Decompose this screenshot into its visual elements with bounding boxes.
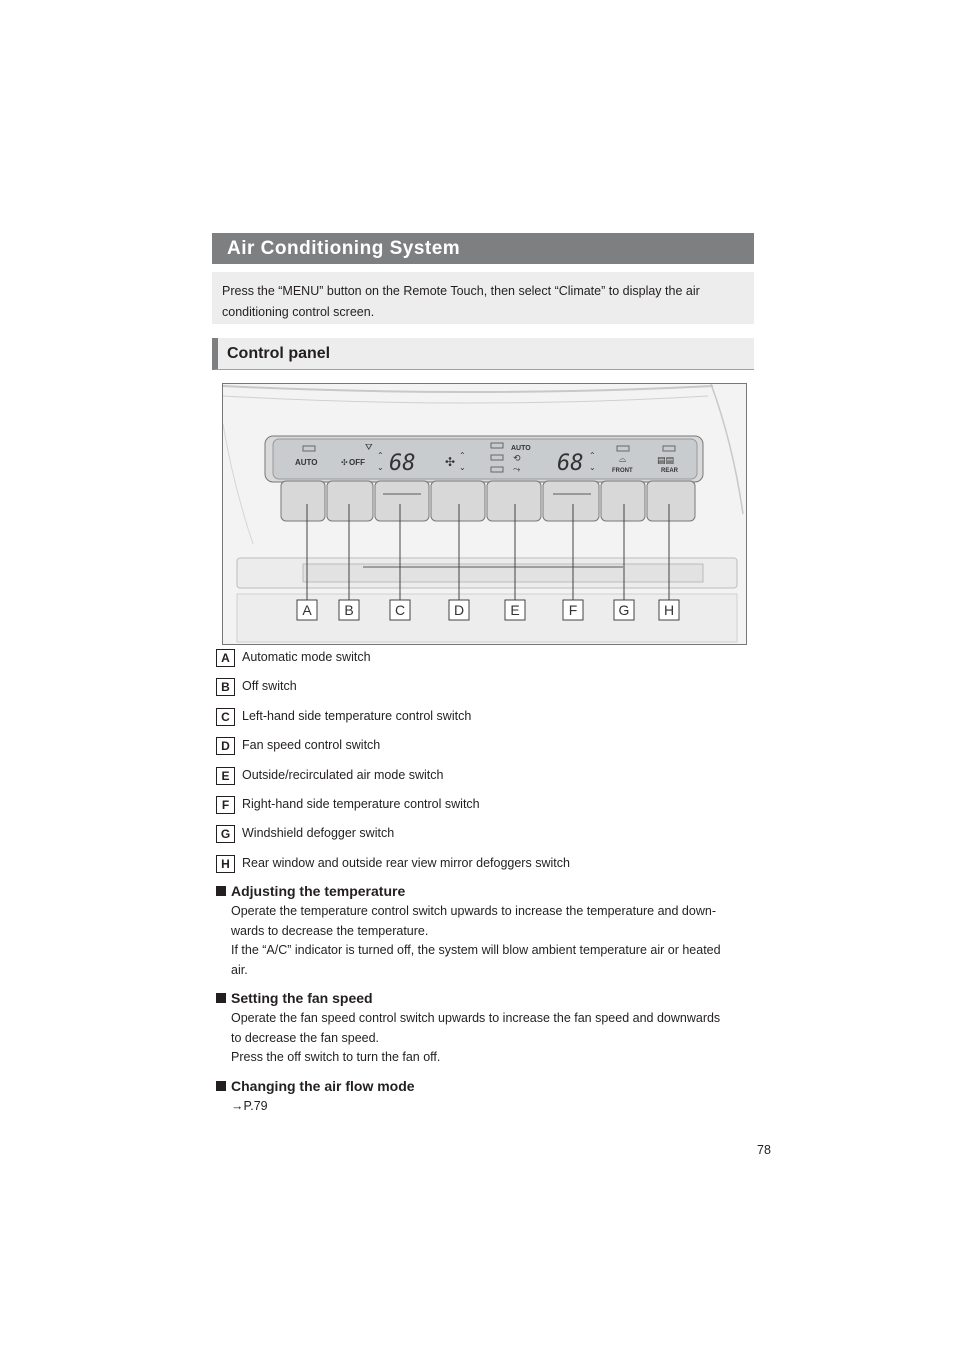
body-line: to decrease the fan speed. (231, 1030, 380, 1045)
legend-list (216, 648, 756, 883)
panel-auto-label: AUTO (295, 458, 318, 467)
legend-badge: C (216, 708, 235, 726)
legend-text: Left-hand side temperature control switch (242, 708, 472, 723)
legend-badge: H (216, 855, 235, 873)
legend-badge: F (216, 796, 235, 814)
legend-badge: A (216, 649, 235, 667)
legend-badge: B (216, 678, 235, 696)
square-bullet-icon (216, 886, 226, 896)
svg-text:⛛: ⛛ (365, 443, 373, 453)
svg-text:⌃: ⌃ (377, 451, 384, 460)
callout-g: G (618, 602, 630, 618)
legend-text: Right-hand side temperature control switch (242, 796, 480, 811)
list-item (216, 736, 756, 765)
page-number: 78 (757, 1143, 771, 1157)
legend-text: Windshield defogger switch (242, 826, 395, 841)
list-item (216, 824, 756, 853)
page-title: Air Conditioning System (212, 233, 754, 264)
section-heading: Adjusting the temperature (231, 883, 406, 899)
list-item (216, 766, 756, 795)
panel-rear-label: REAR (661, 468, 679, 474)
body-line: Operate the fan speed control switch upwards to increase the fan speed and downwards (231, 1011, 721, 1025)
legend-text: Automatic mode switch (242, 650, 371, 664)
rear-defog-icon: ▤▤ (657, 456, 675, 466)
section-heading: Changing the air flow mode (231, 1078, 415, 1094)
panel-auto-indicator: AUTO (511, 445, 531, 452)
section-heading-control-panel: Control panel (212, 338, 754, 370)
control-panel-illustration (222, 383, 747, 645)
section-adjusting-temperature (216, 881, 761, 980)
legend-text: Outside/recirculated air mode switch (242, 767, 444, 782)
callout-e: E (510, 602, 520, 618)
svg-text:⌄: ⌄ (589, 463, 596, 472)
panel-left-temp: 68 (389, 451, 416, 476)
outside-air-icon: ⤳ (513, 465, 521, 475)
legend-text: Fan speed control switch (242, 738, 381, 753)
svg-text:⌃: ⌃ (459, 451, 466, 460)
list-item (216, 854, 756, 883)
recirculation-icon: ⟲ (513, 454, 521, 464)
list-item (216, 648, 756, 677)
fan-icon: ✣ (445, 455, 456, 469)
body-line: If the “A/C” indicator is turned off, the system will blow ambient temperature air or heated (231, 943, 721, 957)
legend-badge: D (216, 737, 235, 755)
callout-d: D (453, 602, 465, 618)
svg-text:⌃: ⌃ (589, 451, 596, 460)
callout-b: B (344, 602, 354, 618)
list-item (216, 707, 756, 736)
body-line: Press the off switch to turn the fan off. (231, 1050, 441, 1064)
square-bullet-icon (216, 1081, 226, 1091)
square-bullet-icon (216, 993, 226, 1003)
body-line: air. (231, 962, 248, 977)
legend-text: Off switch (242, 679, 297, 694)
panel-right-temp: 68 (557, 451, 584, 476)
svg-text:✣: ✣ (341, 458, 348, 467)
body-line: wards to decrease the temperature. (231, 923, 429, 938)
svg-text:⌄: ⌄ (377, 463, 384, 472)
panel-front-label: FRONT (612, 468, 633, 474)
callout-h: H (663, 602, 675, 618)
panel-off-label: OFF (349, 458, 365, 467)
windshield-defog-icon: ⌓ (619, 455, 627, 465)
legend-badge: G (216, 825, 235, 843)
page-reference-link[interactable]: →P.79 (231, 1099, 268, 1113)
callout-c: C (394, 602, 406, 618)
legend-badge: E (216, 767, 235, 785)
intro-text: Press the “MENU” button on the Remote Touch, then select “Climate” to display the air conditioning control screen. (212, 272, 754, 324)
list-item (216, 795, 756, 824)
section-air-flow-mode (216, 1076, 761, 1117)
callout-a: A (302, 602, 312, 618)
legend-text: Rear window and outside rear view mirror defoggers switch (242, 855, 570, 870)
callout-f: F (568, 602, 578, 618)
body-line: Operate the temperature control switch upwards to increase the temperature and down- (231, 904, 716, 918)
svg-text:⌄: ⌄ (459, 463, 466, 472)
section-fan-speed (216, 988, 761, 1068)
list-item (216, 677, 756, 706)
section-heading: Setting the fan speed (231, 990, 373, 1006)
